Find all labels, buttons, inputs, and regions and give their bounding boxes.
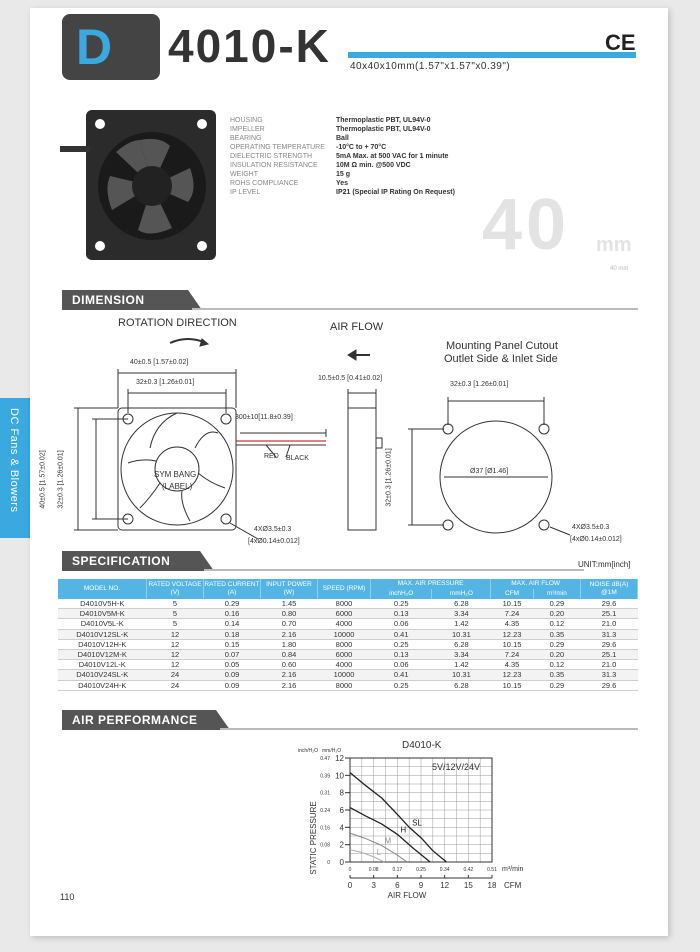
datasheet-page [30, 8, 668, 936]
model-cell: D4010V12L-K [58, 660, 147, 670]
red-wire-label: RED [264, 453, 279, 460]
lead-length-dim: 300±10[11.8±0.39] [235, 414, 293, 421]
y-tick-mm: 2 [339, 840, 344, 850]
y-unit-mm: mm/H₂O [322, 748, 342, 754]
header-power: INPUT POWER (W) [261, 579, 318, 599]
spec-cell: 12 [147, 660, 204, 670]
spec-cell: 8000 [318, 639, 371, 649]
spec-cell: 2.16 [261, 670, 318, 680]
y-axis-label: STATIC PRESSURE [309, 801, 318, 875]
spec-cell: 1.45 [261, 599, 318, 609]
property-label: DIELECTRIC STRENGTH [230, 153, 313, 160]
spec-cell: 24 [147, 670, 204, 680]
dimension-section-header [62, 290, 638, 310]
dimension-section-title: DIMENSION [62, 290, 184, 310]
property-value: Thermoplastic PBT, UL94V-0 [336, 126, 431, 133]
header-current: RATED CURRENT (A) [204, 579, 261, 599]
spec-cell: 0.80 [261, 609, 318, 619]
x-unit-cfm: CFM [504, 881, 522, 890]
spec-cell: 29.6 [581, 599, 638, 609]
cutout-holes-dim-inch: [4xØ0.14±0.012] [570, 536, 622, 543]
model-cell: D4010V5H-K [58, 599, 147, 609]
spec-cell: 4.35 [491, 619, 533, 629]
specification-section-title: SPECIFICATION [62, 551, 196, 571]
table-row [58, 629, 638, 639]
property-label: WEIGHT [230, 171, 258, 178]
property-value: Yes [336, 180, 349, 187]
spec-cell: 0.12 [533, 660, 580, 670]
spec-cell: 0.20 [533, 609, 580, 619]
spec-cell: 12 [147, 629, 204, 639]
table-row [58, 639, 638, 649]
spec-cell: 5 [147, 619, 204, 629]
section-tab-slant [208, 710, 232, 730]
spec-cell: 0.12 [533, 619, 580, 629]
spec-cell: 12 [147, 639, 204, 649]
fan-label-line2: (LABEL) [162, 482, 193, 491]
air-performance-chart [260, 730, 550, 904]
size-badge-unit: mm [596, 234, 632, 256]
spec-cell: 0.35 [533, 670, 580, 680]
spec-cell: 1.80 [261, 639, 318, 649]
spec-cell: 6000 [318, 650, 371, 660]
property-label: HOUSING [230, 117, 263, 124]
header-model: MODEL NO. [58, 579, 147, 599]
spec-cell: 0.60 [261, 660, 318, 670]
x-tick-m3: 0.25 [416, 867, 426, 873]
spec-cell: 25.1 [581, 609, 638, 619]
x-tick-cfm: 6 [395, 881, 400, 890]
cutout-width-dim: 32±0.3 [1.26±0.01] [450, 381, 509, 388]
air-performance-section-header [62, 710, 638, 730]
property-value: 15 g [336, 171, 351, 178]
property-value: IP21 (Special IP Rating On Request) [336, 189, 455, 196]
y-tick-inch: 0.39 [320, 773, 330, 780]
y-tick-inch: 0.24 [320, 808, 330, 814]
property-label: ROHS COMPLIANCE [230, 180, 299, 187]
spec-cell: 6.28 [432, 639, 491, 649]
section-rule [204, 569, 584, 571]
spec-cell: 25.1 [581, 650, 638, 660]
header-mm: mmH₂O [432, 589, 491, 599]
y-tick-mm: 6 [339, 806, 344, 815]
width-inner-dim: 32±0.3 [1.26±0.01] [136, 379, 195, 386]
spec-cell: 0.09 [204, 680, 261, 690]
spec-cell: 4000 [318, 619, 371, 629]
header-inch: inchH₂O [371, 589, 432, 599]
y-tick-inch: 0.08 [320, 842, 330, 849]
series-line-sl [350, 773, 447, 862]
property-value: Thermoplastic PBT, UL94V-0 [336, 117, 431, 124]
spec-cell: 6.28 [432, 599, 491, 609]
thickness-dim: 10.5±0.5 [0.41±0.02] [318, 375, 383, 382]
size-badge-small: 40 mm [610, 266, 629, 272]
x-tick-m3: 0.34 [439, 867, 450, 873]
spec-cell: 0.05 [204, 660, 261, 670]
spec-cell: 21.0 [581, 619, 638, 629]
property-label: INSULATION RESISTANCE [230, 162, 318, 169]
spec-cell: 12.23 [491, 670, 533, 680]
spec-cell: 0.14 [204, 619, 261, 629]
cutout-height-dim: 32±0.3 [1.26±0.01] [385, 448, 393, 507]
spec-cell: 0.29 [204, 599, 261, 609]
series-label-sl: SL [412, 818, 422, 828]
spec-cell: 5 [147, 609, 204, 619]
air-performance-section-title: AIR PERFORMANCE [62, 710, 212, 730]
spec-table-body [58, 599, 638, 690]
dimension-drawing [30, 313, 668, 553]
section-rule [192, 308, 638, 310]
model-cell: D4010V12M-K [58, 650, 147, 660]
header-speed: SPEED (RPM) [318, 579, 371, 599]
height-inner-dim: 32±0.3 [1.26±0.01] [57, 450, 65, 509]
height-outer-dim: 40±0.5 [1.57±0.02] [39, 450, 47, 509]
mounting-title-line2: Outlet Side & Inlet Side [444, 353, 558, 365]
x-tick-cfm: 3 [371, 881, 376, 890]
table-row [58, 660, 638, 670]
table-row [58, 599, 638, 609]
cutout-holes-dim: 4XØ3.5±0.3 [572, 524, 610, 531]
spec-cell: 0.25 [371, 599, 432, 609]
x-tick-cfm: 15 [463, 881, 473, 890]
spec-cell: 12.23 [491, 629, 533, 639]
mounting-title-line1: Mounting Panel Cutout [446, 340, 558, 352]
spec-cell: 0.13 [371, 650, 432, 660]
spec-cell: 10.31 [432, 670, 491, 680]
mount-holes-dim-inch: [4xØ0.14±0.012] [248, 538, 300, 545]
spec-cell: 0.29 [533, 639, 580, 649]
spec-cell: 0.25 [371, 639, 432, 649]
spec-cell: 29.6 [581, 639, 638, 649]
page-number: 110 [60, 892, 75, 902]
spec-cell: 4.35 [491, 660, 533, 670]
y-tick-mm: 4 [339, 823, 344, 833]
spec-cell: 6000 [318, 609, 371, 619]
spec-cell: 0.09 [204, 670, 261, 680]
y-tick-inch: 0.47 [320, 756, 330, 762]
x-tick-cfm: 12 [440, 881, 450, 890]
width-outer-dim: 40±0.5 [1.57±0.02] [130, 359, 189, 366]
series-label-h: H [400, 825, 407, 835]
logo-letter: D [76, 19, 113, 75]
table-row [58, 609, 638, 619]
x-tick-cfm: 0 [347, 881, 353, 890]
model-cell: D4010V5M-K [58, 609, 147, 619]
property-value: 5mA Max. at 500 VAC for 1 minute [336, 153, 449, 160]
x-tick-m3: 0.42 [463, 867, 474, 873]
spec-cell: 0.16 [204, 609, 261, 619]
spec-cell: 0.07 [204, 650, 261, 660]
spec-cell: 10000 [318, 670, 371, 680]
section-tab-slant [180, 290, 204, 310]
model-cell: D4010V24H-K [58, 680, 147, 690]
header-m3: m³/min [533, 589, 580, 599]
spec-cell: 0.29 [533, 680, 580, 690]
spec-cell: 7.24 [491, 650, 533, 660]
series-label-l: L [376, 847, 382, 857]
y-tick-mm: 8 [339, 788, 344, 798]
spec-cell: 10000 [318, 629, 371, 639]
size-subtitle: 40x40x10mm(1.57"x1.57"x0.39") [350, 61, 511, 72]
size-badge-number: 40 [482, 185, 571, 265]
black-wire-label: BLACK [286, 455, 309, 462]
spec-cell: 0.29 [533, 599, 580, 609]
table-row [58, 680, 638, 690]
header-cfm: CFM [491, 589, 533, 599]
header-voltage: RATED VOLTAGE (V) [147, 579, 204, 599]
spec-cell: 10.31 [432, 629, 491, 639]
x-tick-m3: 0.08 [368, 867, 379, 873]
spec-cell: 0.06 [371, 660, 432, 670]
y-tick-mm: 12 [335, 754, 344, 763]
model-cell: D4010V12H-K [58, 639, 147, 649]
spec-cell: 5 [147, 599, 204, 609]
air-flow-label: AIR FLOW [330, 321, 384, 333]
spec-cell: 0.25 [371, 680, 432, 690]
section-tab-slant [192, 551, 216, 571]
x-tick-m3: 0 [348, 867, 352, 873]
spec-cell: 7.24 [491, 609, 533, 619]
chart-subtitle: 5V/12V/24V [432, 762, 481, 772]
property-label: BEARING [230, 135, 262, 142]
spec-cell: 24 [147, 680, 204, 690]
spec-cell: 3.34 [432, 609, 491, 619]
spec-cell: 0.84 [261, 650, 318, 660]
spec-cell: 3.34 [432, 650, 491, 660]
spec-cell: 1.42 [432, 660, 491, 670]
property-value: 10M Ω min. @500 VDC [336, 162, 411, 169]
x-tick-m3: 0.51 [487, 867, 497, 873]
logo-badge [62, 14, 160, 80]
rotation-direction-label: ROTATION DIRECTION [118, 317, 237, 329]
y-tick-mm: 0 [339, 858, 344, 867]
x-tick-cfm: 9 [418, 881, 424, 890]
spec-cell: 31.3 [581, 629, 638, 639]
spec-cell: 0.70 [261, 619, 318, 629]
header-noise: NOISE dB(A) @1M [581, 579, 638, 599]
spec-cell: 0.35 [533, 629, 580, 639]
spec-cell: 8000 [318, 599, 371, 609]
property-label: IP LEVEL [230, 189, 261, 196]
table-row [58, 650, 638, 660]
table-row [58, 619, 638, 629]
table-row [58, 670, 638, 680]
spec-cell: 4000 [318, 660, 371, 670]
spec-cell: 31.3 [581, 670, 638, 680]
category-side-tab-label: DC Fans & Blowers [8, 408, 20, 513]
ce-mark: CE [605, 30, 636, 55]
spec-cell: 2.16 [261, 629, 318, 639]
fan-photo [60, 106, 218, 266]
fan-label-line1: SYM BANG [154, 470, 197, 479]
cutout-diameter-dim: Ø37 [Ø1.46] [470, 468, 509, 475]
y-tick-inch: 0.31 [320, 790, 330, 797]
x-axis-label: AIR FLOW [387, 891, 427, 900]
specification-section-header [62, 551, 638, 571]
property-value: -10°C to + 70°C [336, 144, 387, 151]
y-tick-inch: 0 [327, 860, 330, 866]
spec-cell: 10.15 [491, 599, 533, 609]
header-accent-bar [348, 52, 636, 58]
spec-cell: 12 [147, 650, 204, 660]
spec-cell: 0.13 [371, 609, 432, 619]
header-flow: MAX. AIR FLOW [491, 579, 581, 589]
model-cell: D4010V24SL-K [58, 670, 147, 680]
spec-cell: 0.15 [204, 639, 261, 649]
chart-title: D4010-K [402, 740, 442, 751]
model-cell: D4010V5L-K [58, 619, 147, 629]
y-unit-inch: inch/H₂O [298, 748, 319, 754]
spec-cell: 0.20 [533, 650, 580, 660]
property-label: OPERATING TEMPERATURE [230, 144, 325, 151]
model-cell: D4010V12SL-K [58, 629, 147, 639]
property-label: IMPELLER [230, 126, 265, 133]
category-side-tab [0, 398, 30, 538]
spec-cell: 0.41 [371, 670, 432, 680]
specification-table [58, 579, 638, 691]
spec-cell: 0.18 [204, 629, 261, 639]
spec-cell: 2.16 [261, 680, 318, 690]
spec-cell: 29.6 [581, 680, 638, 690]
spec-cell: 21.0 [581, 660, 638, 670]
x-tick-cfm: 18 [487, 881, 497, 890]
spec-cell: 10.15 [491, 639, 533, 649]
spec-cell: 1.42 [432, 619, 491, 629]
model-title: 4010-K [168, 20, 331, 72]
mount-holes-dim: 4XØ3.5±0.3 [254, 526, 292, 533]
y-tick-mm: 10 [335, 771, 344, 781]
x-tick-m3: 0.17 [392, 867, 403, 873]
series-label-m: M [384, 836, 392, 846]
spec-unit-note: UNIT:mm[inch] [578, 560, 631, 569]
x-unit-m3: m³/min [502, 866, 524, 873]
spec-cell: 6.28 [432, 680, 491, 690]
property-value: Ball [336, 135, 349, 142]
header-pressure: MAX. AIR PRESSURE [371, 579, 491, 589]
spec-cell: 0.41 [371, 629, 432, 639]
spec-cell: 10.15 [491, 680, 533, 690]
spec-cell: 8000 [318, 680, 371, 690]
y-tick-inch: 0.16 [320, 825, 330, 832]
spec-cell: 0.06 [371, 619, 432, 629]
